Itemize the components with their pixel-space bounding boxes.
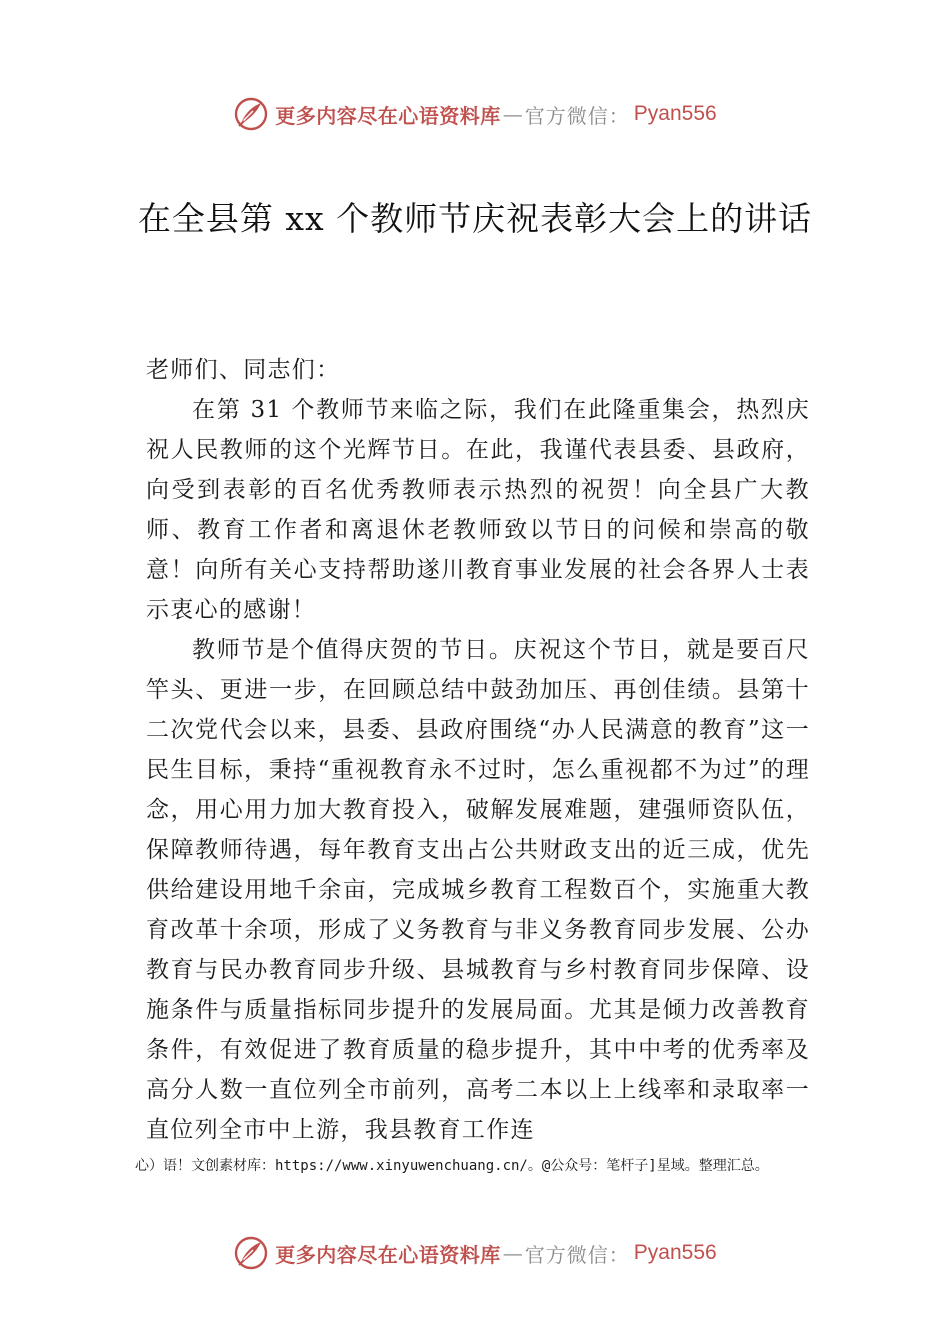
- banner-wechat-label: 官方微信：: [524, 1242, 630, 1267]
- document-title: 在全县第 xx 个教师节庆祝表彰大会上的讲话: [137, 199, 813, 238]
- document-body: [146, 350, 810, 1150]
- banner-wechat-id: Pyan556: [633, 1241, 717, 1264]
- header-banner: [0, 94, 950, 134]
- source-footnote: 心）语！文创素材库：https://www.xinyuwenchuang.cn/。@公众号：笔杆子]星域。整理汇总。: [135, 1158, 769, 1174]
- banner-wechat-id: Pyan556: [633, 102, 717, 125]
- banner-separator: —: [502, 1241, 523, 1265]
- banner-wechat-label: 官方微信：: [524, 103, 630, 128]
- footer-banner: [0, 1233, 950, 1273]
- quill-pen-logo-icon: [233, 96, 269, 132]
- banner-separator: —: [502, 102, 523, 126]
- salutation: 老师们、同志们：: [146, 357, 341, 383]
- quill-pen-logo-icon: [233, 1235, 269, 1271]
- paragraph-1: 在第 31 个教师节来临之际，我们在此隆重集会，热烈庆祝人民教师的这个光辉节日。在此，我谨代表县委、县政府，向受到表彰的百名优秀教师表示热烈的祝贺！向全县广大教师、教育工作者和离退休老教师致以节日的问候和崇高的敬意！向所有关心支持帮助遂川教育事业发展的社会各界人士表示衷心的感谢！: [146, 397, 810, 623]
- paragraph-2: 教师节是个值得庆贺的节日。庆祝这个节日，就是要百尺竿头、更进一步，在回顾总结中鼓劲加压、再创佳绩。县第十二次党代会以来，县委、县政府围绕“办人民满意的教育”这一民生目标，秉持“重视教育永不过时，怎么重视都不为过”的理念，用心用力加大教育投入，破解发展难题，建强师资队伍，保障教师待遇，每年教育支出占公共财政支出的近三成，优先供给建设用地千余亩，完成城乡教育工程数百个，实施重大教育改革十余项，形成了义务教育与非义务教育同步发展、公办教育与民办教育同步升级、县城教育与乡村教育同步保障、设施条件与质量指标同步提升的发展局面。尤其是倾力改善教育条件，有效促进了教育质量的稳步提升，其中中考的优秀率及高分人数一直位列全市前列，高考二本以上上线率和录取率一直位列全市中上游，我县教育工作连: [146, 637, 810, 1143]
- banner-brand-text: 更多内容尽在心语资料库: [275, 103, 501, 128]
- banner-brand-text: 更多内容尽在心语资料库: [275, 1242, 501, 1267]
